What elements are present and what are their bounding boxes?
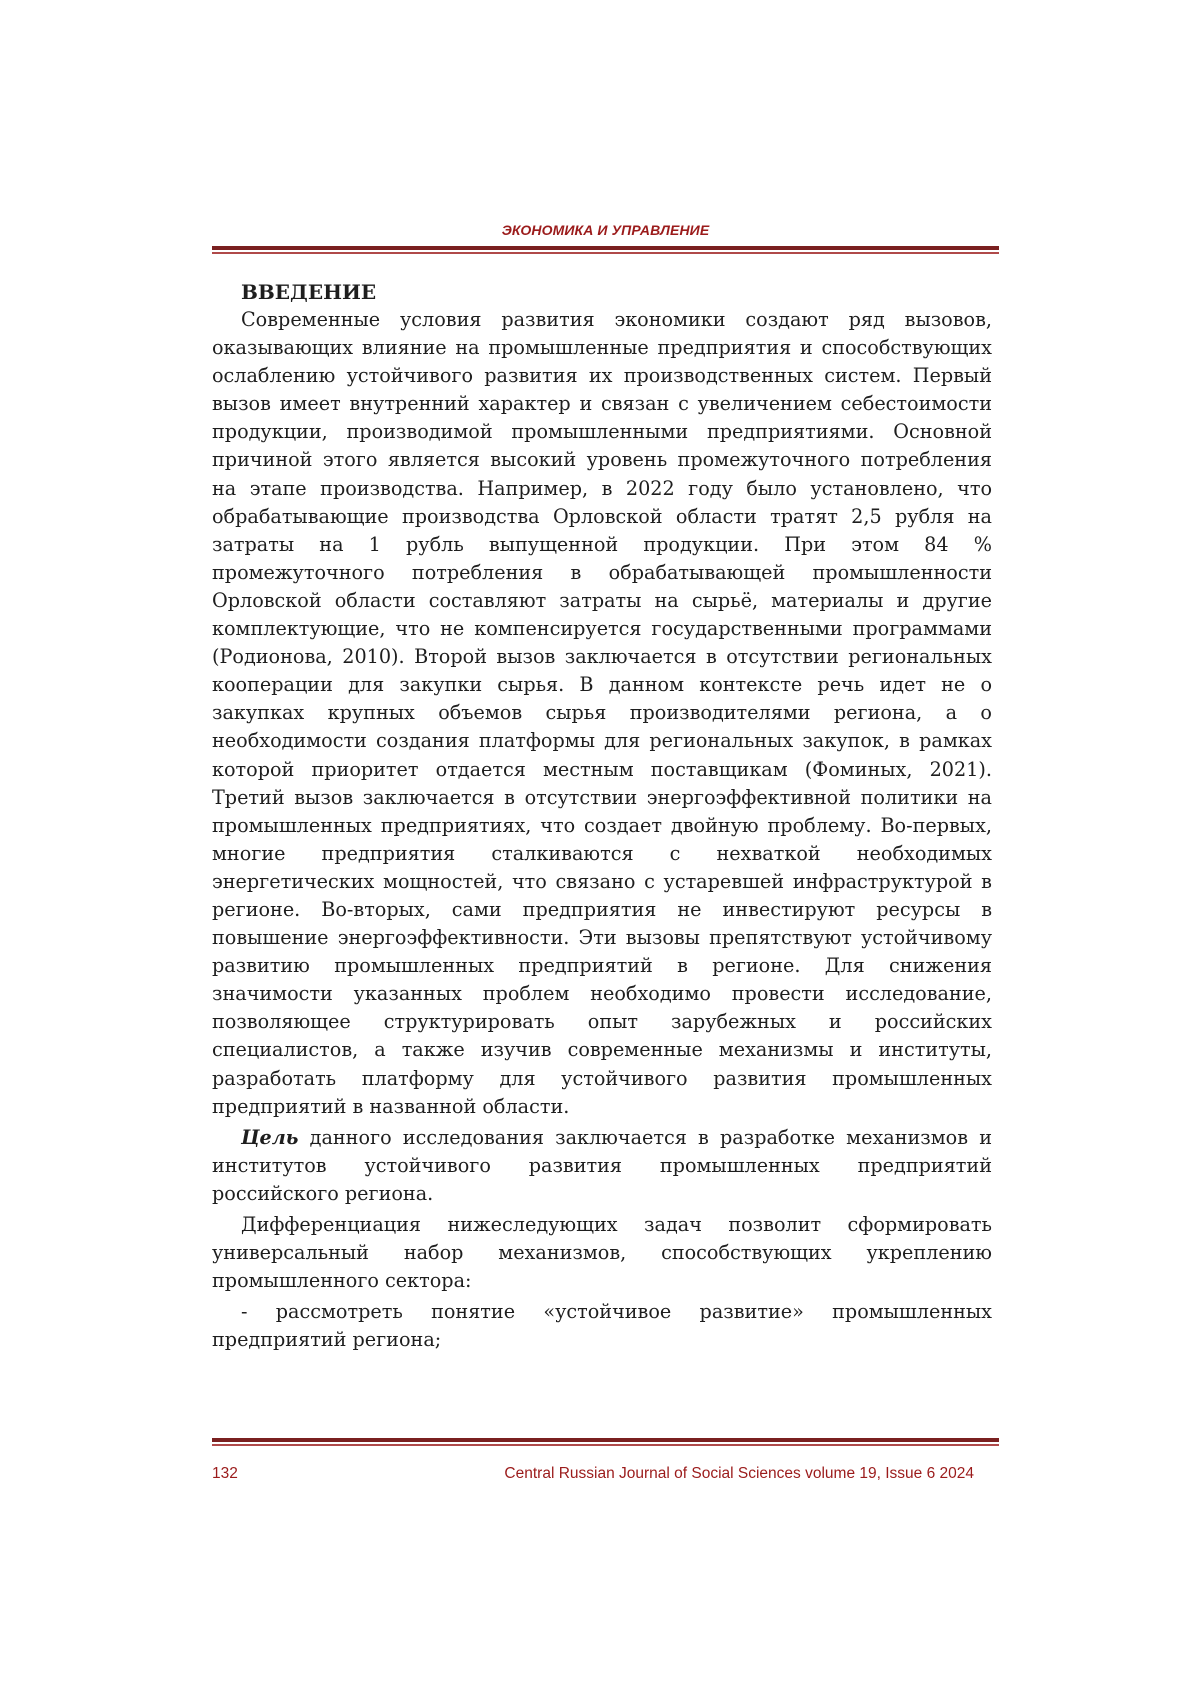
section-heading: ВВЕДЕНИЕ	[241, 280, 377, 304]
header-rule	[212, 246, 999, 254]
goal-text: данного исследования заключается в разработке механизмов и институтов устойчивого развития промышленных предприятий российского региона.	[212, 1125, 992, 1205]
journal-citation: Central Russian Journal of Social Sciences volume 19, Issue 6 2024	[504, 1465, 974, 1482]
intro-paragraph: Современные условия развития экономики создают ряд вызовов, оказывающих влияние на промышленные предприятия и способствующих ослаблению устойчивого развития их производственных систем. Первый вызов имеет внутренний характер и связан с увеличением себестоимости продукции, производимой промышленными предприятиями. Основной причиной этого является высокий уровень промежуточного потребления на этапе производства. Например, в 2022 году было установлено, что обрабатывающие производства Орловской области тратят 2,5 рубля на затраты на 1 рубль выпущенной продукции. При этом 84 % промежуточного потребления в обрабатывающей промышленности Орловской области составляют затраты на сырьё, материалы и другие комплектующие, что не компенсируется государственными программами (Родионова, 2010). Второй вызов заключается в отсутствии региональных кооперации для закупки сырья. В данном контексте речь идет не о закупках крупных объемов сырья производителями региона, а о необходимости создания платформы для региональных закупок, в рамках которой приоритет отдается местным поставщикам (Фоминых, 2021). Третий вызов заключается в отсутствии энергоэффективной политики на промышленных предприятиях, что создает двойную проблему. Во-первых, многие предприятия сталкиваются с нехваткой необходимых энергетических мощностей, что связано с устаревшей инфраструктурой в регионе. Во-вторых, сами предприятия не инвестируют ресурсы в повышение энергоэффективности. Эти вызовы препятствуют устойчивому развитию промышленных предприятий в регионе. Для снижения значимости указанных проблем необходимо провести исследование, позволяющее структурировать опыт зарубежных и российских специалистов, а также изучив современные механизмы и институты, разработать платформу для устойчивого развития промышленных предприятий в названной области.	[212, 308, 992, 1118]
section-running-head: ЭКОНОМИКА И УПРАВЛЕНИЕ	[501, 222, 710, 238]
goal-lead: Цель	[241, 1125, 299, 1149]
footer-rule	[212, 1438, 999, 1446]
goal-paragraph	[212, 1124, 992, 1208]
article-body	[212, 278, 992, 1354]
page-number: 132	[212, 1465, 238, 1482]
task-list-item: - рассмотреть понятие «устойчивое развитие» промышленных предприятий региона;	[212, 1300, 992, 1352]
tasks-intro-paragraph: Дифференциация нижеследующих задач позволит сформировать универсальный набор механизмов, способствующих укреплению промышленного сектора:	[212, 1213, 992, 1293]
